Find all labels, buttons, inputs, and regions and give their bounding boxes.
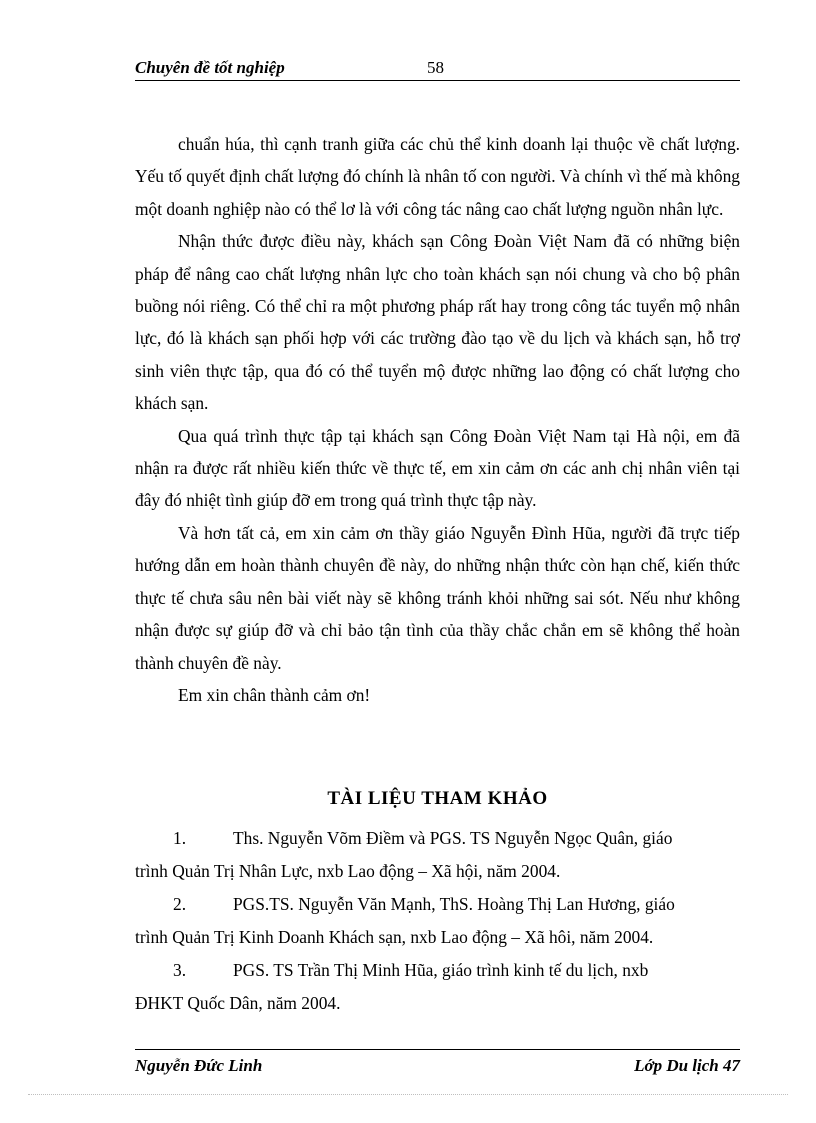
reference-item	[135, 822, 740, 888]
reference-line: trình Quản Trị Kinh Doanh Khách sạn, nxb Lao động – Xã hôi, năm 2004.	[135, 927, 654, 947]
reference-line: ĐHKT Quốc Dân, năm 2004.	[135, 993, 341, 1013]
reference-line: PGS.TS. Nguyễn Văn Mạnh, ThS. Hoàng Thị Lan Hương, giáo	[233, 894, 675, 914]
reference-item	[135, 954, 740, 1020]
reference-number: 1.	[173, 828, 187, 848]
paragraph-1: chuẩn húa, thì cạnh tranh giữa các chủ thể kinh doanh lại thuộc về chất lượng. Yếu tố quyết định chất lượng đó chính là nhân tố con người. Và chính vì thế mà không một doanh nghiệp nào có thể lơ là với công tác nâng cao chất lượng nguồn nhân lực.	[135, 134, 740, 219]
references-list	[135, 822, 740, 1020]
author-name: Nguyễn Đức Linh	[135, 1056, 263, 1075]
paragraph-2: Nhận thức được điều này, khách sạn Công Đoàn Việt Nam đã có những biện pháp để nâng cao chất lượng nhân lực cho toàn khách sạn nói chung và cho bộ phân buồng nói riêng. Có thể chỉ ra một phương pháp rất hay trong công tác tuyển mộ nhân lực, đó là khách sạn phối hợp với các trường đào tạo về du lịch và khách sạn, hỗ trợ sinh viên thực tập, qua đó có thể tuyển mộ được những lao động có chất lượng cho khách sạn.	[135, 231, 740, 414]
reference-line: trình Quản Trị Nhân Lực, nxb Lao động – Xã hội, năm 2004.	[135, 861, 561, 881]
body-text	[135, 128, 740, 711]
reference-number: 3.	[173, 960, 187, 980]
reference-item	[135, 888, 740, 954]
paragraph-5: Em xin chân thành cảm ơn!	[178, 684, 371, 705]
page-border-divider	[28, 1094, 788, 1095]
page-number: 58	[427, 58, 444, 77]
reference-line: PGS. TS Trần Thị Minh Hũa, giáo trình kinh tế du lịch, nxb	[233, 960, 649, 980]
reference-number: 2.	[173, 894, 187, 914]
class-name: Lớp Du lịch 47	[634, 1056, 740, 1075]
page-footer	[135, 1049, 740, 1076]
paragraph-4: Và hơn tất cả, em xin cảm ơn thầy giáo Nguyễn Đình Hũa, người đã trực tiếp hướng dẫn em hoàn thành chuyên đề này, do những nhận thức còn hạn chế, kiến thức thực tế chưa sâu nên bài viết này sẽ không tránh khỏi những sai sót. Nếu như không nhận được sự giúp đỡ và chỉ bảo tận tình của thầy chắc chắn em sẽ không thể hoàn thành chuyên đề này.	[135, 522, 740, 673]
page-header	[135, 58, 740, 81]
reference-line: Ths. Nguyễn Võm Điềm và PGS. TS Nguyễn Ngọc Quân, giáo	[233, 828, 673, 848]
references-heading: TÀI LIỆU THAM KHẢO	[327, 788, 548, 809]
paragraph-3: Qua quá trình thực tập tại khách sạn Công Đoàn Việt Nam tại Hà nội, em đã nhận ra được rất nhiều kiến thức về thực tế, em xin cảm ơn các anh chị nhân viên tại đây đó nhiệt tình giúp đỡ em trong quá trình thực tập này.	[135, 425, 740, 511]
document-title: Chuyên đề tốt nghiệp	[135, 58, 285, 77]
